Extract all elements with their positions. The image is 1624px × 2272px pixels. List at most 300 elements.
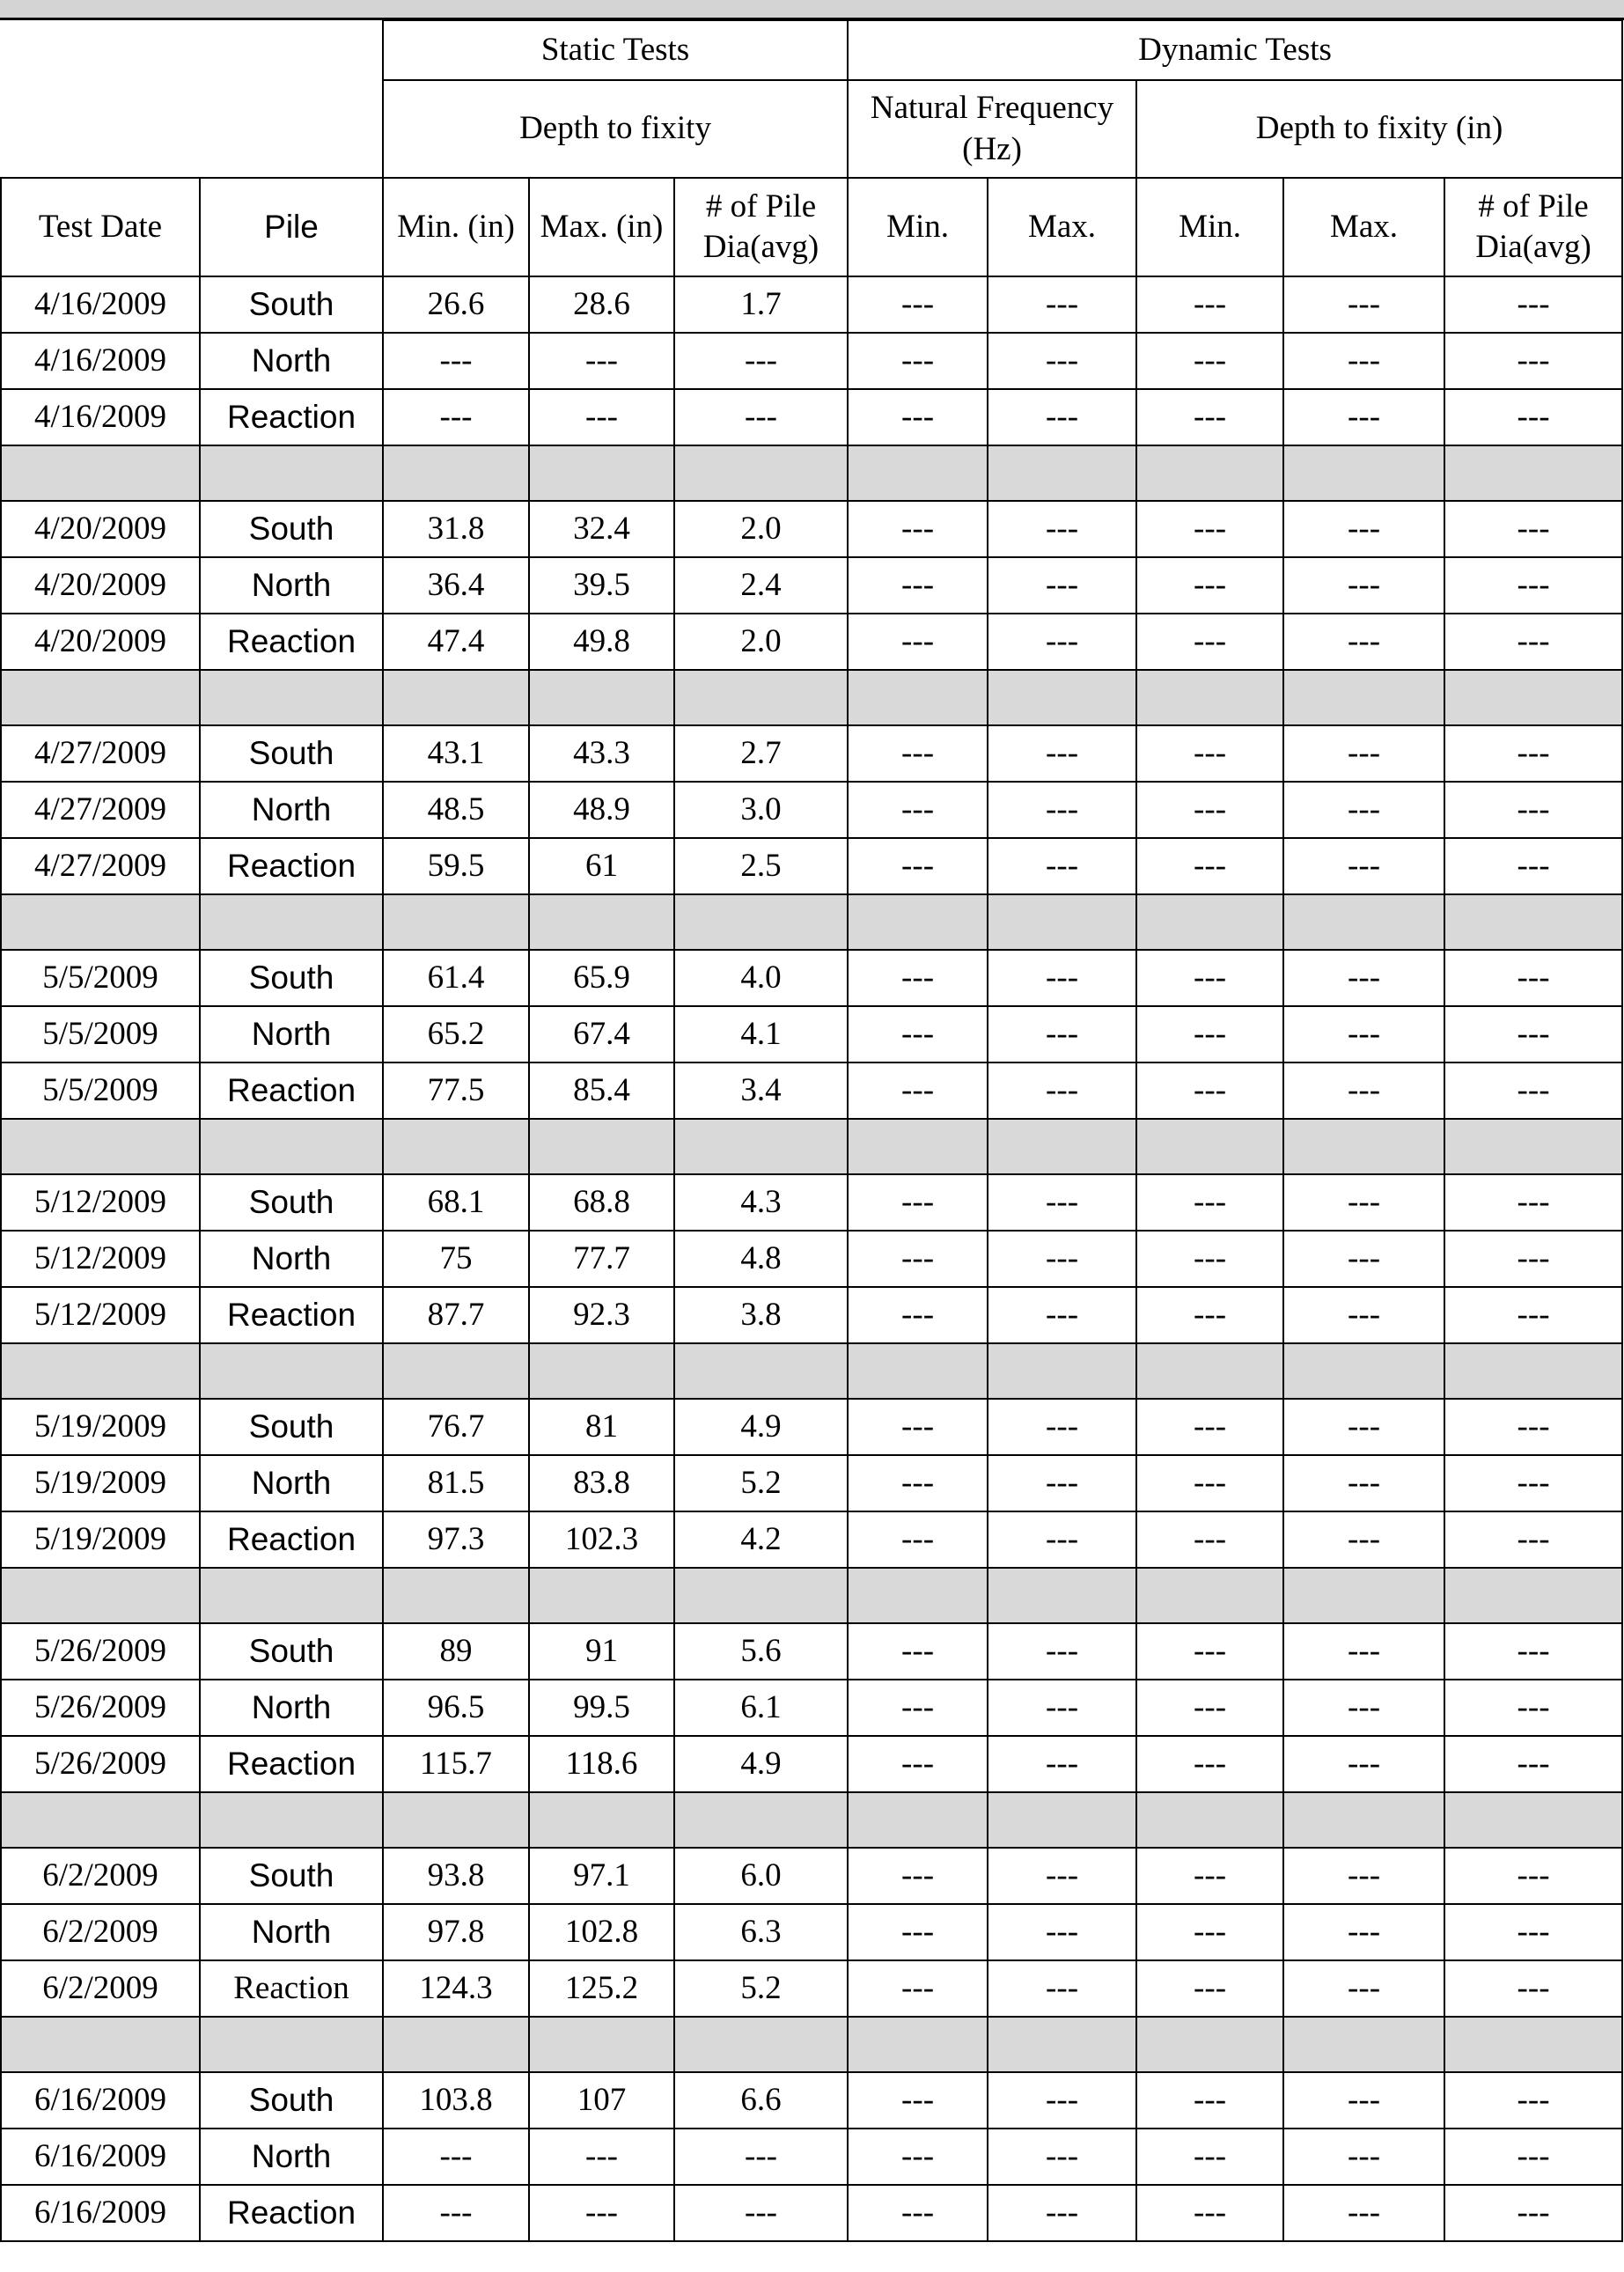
static-max-cell: 97.1 [529,1848,674,1904]
separator-cell [988,670,1136,725]
freq-min-cell: --- [848,501,988,557]
pile-cell: Reaction [200,838,383,894]
static-pile-dia-cell: 4.9 [674,1736,848,1792]
table-row [1,2072,1622,2129]
separator-cell [848,670,988,725]
group-separator-row [1,1119,1622,1174]
table-row [1,1231,1622,1287]
separator-cell [1136,1343,1283,1399]
dyn-pile-dia-cell: --- [1444,2129,1622,2185]
static-pile-dia-cell: 4.8 [674,1231,848,1287]
dyn-min-cell: --- [1136,501,1283,557]
static-max-cell: 91 [529,1623,674,1680]
static-pile-dia-cell: 4.3 [674,1174,848,1231]
separator-cell [1,1343,200,1399]
dyn-pile-dia-cell: --- [1444,614,1622,670]
pile-cell: Reaction [200,614,383,670]
freq-min-cell: --- [848,1511,988,1568]
table-row [1,1287,1622,1343]
table-row [1,782,1622,838]
dyn-max-cell: --- [1283,1455,1444,1511]
dyn-min-cell: --- [1136,950,1283,1006]
separator-cell [529,670,674,725]
separator-cell [200,2017,383,2072]
static-max-cell: 43.3 [529,725,674,782]
dyn-pile-dia-cell: --- [1444,1455,1622,1511]
separator-cell [674,1119,848,1174]
dyn-min-cell: --- [1136,2072,1283,2129]
static-pile-dia-cell: 6.1 [674,1680,848,1736]
static-pile-dia-cell: 3.0 [674,782,848,838]
freq-min-cell: --- [848,950,988,1006]
test-date-cell: 4/16/2009 [1,389,200,445]
freq-max-cell: --- [988,1904,1136,1960]
table-row [1,1399,1622,1455]
dyn-min-cell: --- [1136,1511,1283,1568]
freq-min-cell: --- [848,838,988,894]
freq-max-cell: --- [988,1960,1136,2017]
pile-cell: North [200,333,383,389]
table-row [1,389,1622,445]
table-row [1,1848,1622,1904]
dyn-max-cell: --- [1283,2185,1444,2241]
table-row [1,1455,1622,1511]
freq-min-cell: --- [848,1399,988,1455]
separator-cell [383,1119,529,1174]
static-pile-dia-cell: --- [674,2185,848,2241]
test-date-cell: 5/12/2009 [1,1287,200,1343]
natural-frequency-header: Natural Frequency (Hz) [848,80,1136,178]
static-pile-dia-cell: 4.2 [674,1511,848,1568]
separator-cell [1136,1792,1283,1848]
dyn-max-cell: --- [1283,1736,1444,1792]
pile-cell: Reaction [200,1736,383,1792]
pile-cell: North [200,557,383,614]
freq-max-cell: --- [988,501,1136,557]
test-date-cell: 5/5/2009 [1,1006,200,1062]
dyn-min-cell: --- [1136,2129,1283,2185]
test-date-cell: 5/19/2009 [1,1511,200,1568]
freq-max-cell: --- [988,725,1136,782]
separator-cell [383,1568,529,1623]
separator-cell [200,1343,383,1399]
separator-cell [1444,445,1622,501]
separator-cell [1,445,200,501]
static-max-cell: 61 [529,838,674,894]
static-max-header: Max. (in) [529,178,674,276]
test-date-cell: 6/2/2009 [1,1904,200,1960]
table-row [1,950,1622,1006]
static-pile-dia-cell: 2.0 [674,614,848,670]
freq-min-cell: --- [848,1680,988,1736]
dyn-max-cell: --- [1283,1680,1444,1736]
static-min-cell: 36.4 [383,557,529,614]
pile-cell: North [200,1231,383,1287]
separator-cell [1,1119,200,1174]
dyn-min-cell: --- [1136,1904,1283,1960]
dyn-min-cell: --- [1136,725,1283,782]
dyn-max-cell: --- [1283,838,1444,894]
test-date-cell: 4/16/2009 [1,276,200,333]
static-min-cell: 47.4 [383,614,529,670]
static-pile-dia-cell: 4.1 [674,1006,848,1062]
static-min-cell: 97.8 [383,1904,529,1960]
freq-max-cell: --- [988,2185,1136,2241]
static-min-cell: 75 [383,1231,529,1287]
static-min-cell: 96.5 [383,1680,529,1736]
table-row [1,1511,1622,1568]
static-pile-dia-header: # of Pile Dia(avg) [674,178,848,276]
separator-cell [1283,2017,1444,2072]
dyn-max-cell: --- [1283,1399,1444,1455]
freq-max-header: Max. [988,178,1136,276]
dyn-max-cell: --- [1283,389,1444,445]
separator-cell [200,670,383,725]
dyn-max-cell: --- [1283,1904,1444,1960]
freq-min-cell: --- [848,2129,988,2185]
separator-cell [674,2017,848,2072]
static-pile-dia-cell: 3.8 [674,1287,848,1343]
pile-cell: South [200,501,383,557]
dyn-min-cell: --- [1136,1231,1283,1287]
separator-cell [1283,894,1444,950]
freq-min-cell: --- [848,1960,988,2017]
freq-min-cell: --- [848,1287,988,1343]
test-date-cell: 5/5/2009 [1,950,200,1006]
dyn-max-cell: --- [1283,2072,1444,2129]
static-pile-dia-cell: 2.7 [674,725,848,782]
static-min-cell: --- [383,2185,529,2241]
dyn-min-cell: --- [1136,1680,1283,1736]
static-pile-dia-cell: 2.5 [674,838,848,894]
dyn-pile-dia-cell: --- [1444,501,1622,557]
pile-cell: Reaction [200,1511,383,1568]
static-min-cell: 103.8 [383,2072,529,2129]
dyn-pile-dia-cell: --- [1444,1006,1622,1062]
freq-max-cell: --- [988,1848,1136,1904]
separator-cell [383,2017,529,2072]
separator-cell [529,445,674,501]
static-max-cell: --- [529,2129,674,2185]
dyn-pile-dia-cell: --- [1444,1231,1622,1287]
test-date-cell: 6/16/2009 [1,2072,200,2129]
separator-cell [1444,1792,1622,1848]
test-date-cell: 5/19/2009 [1,1399,200,1455]
test-date-cell: 6/2/2009 [1,1848,200,1904]
table-row [1,1960,1622,2017]
dyn-pile-dia-cell: --- [1444,2185,1622,2241]
separator-cell [1283,1792,1444,1848]
table-row [1,1904,1622,1960]
separator-cell [1444,670,1622,725]
test-date-cell: 5/26/2009 [1,1736,200,1792]
dyn-pile-dia-cell: --- [1444,1511,1622,1568]
separator-cell [383,670,529,725]
static-min-cell: 59.5 [383,838,529,894]
freq-min-cell: --- [848,333,988,389]
static-max-cell: --- [529,333,674,389]
separator-cell [848,1568,988,1623]
table-row [1,1736,1622,1792]
static-min-cell: 115.7 [383,1736,529,1792]
static-pile-dia-cell: --- [674,333,848,389]
dyn-min-cell: --- [1136,1736,1283,1792]
table-header [1,20,1622,276]
group-separator-row [1,1343,1622,1399]
dyn-max-cell: --- [1283,1231,1444,1287]
separator-cell [200,894,383,950]
freq-min-cell: --- [848,1736,988,1792]
separator-cell [1283,670,1444,725]
freq-max-cell: --- [988,2129,1136,2185]
dyn-max-cell: --- [1283,1623,1444,1680]
test-date-cell: 4/20/2009 [1,614,200,670]
separator-cell [1444,2017,1622,2072]
freq-min-cell: --- [848,725,988,782]
dyn-pile-dia-cell: --- [1444,1399,1622,1455]
pile-cell: South [200,1848,383,1904]
dyn-min-cell: --- [1136,1623,1283,1680]
static-pile-dia-cell: 3.4 [674,1062,848,1119]
separator-cell [988,445,1136,501]
dyn-pile-dia-cell: --- [1444,1904,1622,1960]
dyn-min-cell: --- [1136,1006,1283,1062]
freq-max-cell: --- [988,389,1136,445]
test-date-header: Test Date [1,178,200,276]
static-max-cell: 49.8 [529,614,674,670]
static-pile-dia-cell: --- [674,389,848,445]
top-gray-band [0,0,1624,20]
dyn-max-cell: --- [1283,1960,1444,2017]
pile-cell: North [200,1680,383,1736]
pile-cell: Reaction [200,1960,383,2017]
dyn-min-cell: --- [1136,1287,1283,1343]
static-pile-dia-cell: 6.3 [674,1904,848,1960]
freq-max-cell: --- [988,614,1136,670]
pile-cell: Reaction [200,389,383,445]
test-date-cell: 4/16/2009 [1,333,200,389]
static-min-cell: 76.7 [383,1399,529,1455]
static-max-cell: 102.3 [529,1511,674,1568]
static-max-cell: --- [529,389,674,445]
separator-cell [674,445,848,501]
separator-cell [674,1792,848,1848]
separator-cell [1136,445,1283,501]
freq-min-cell: --- [848,2072,988,2129]
test-date-cell: 6/16/2009 [1,2129,200,2185]
freq-max-cell: --- [988,1287,1136,1343]
freq-max-cell: --- [988,1623,1136,1680]
dyn-pile-dia-cell: --- [1444,950,1622,1006]
dyn-min-cell: --- [1136,1848,1283,1904]
dyn-max-cell: --- [1283,333,1444,389]
test-date-cell: 6/16/2009 [1,2185,200,2241]
pile-cell: North [200,782,383,838]
static-pile-dia-cell: 6.6 [674,2072,848,2129]
static-max-cell: 28.6 [529,276,674,333]
separator-cell [848,1119,988,1174]
group-separator-row [1,1568,1622,1623]
static-min-cell: 26.6 [383,276,529,333]
group-separator-row [1,670,1622,725]
dyn-pile-dia-cell: --- [1444,782,1622,838]
dyn-max-cell: --- [1283,1174,1444,1231]
freq-max-cell: --- [988,950,1136,1006]
static-min-cell: --- [383,2129,529,2185]
separator-cell [1283,1568,1444,1623]
freq-max-cell: --- [988,2072,1136,2129]
separator-cell [1444,1119,1622,1174]
static-min-cell: --- [383,389,529,445]
dyn-max-cell: --- [1283,725,1444,782]
table-row [1,2129,1622,2185]
dyn-min-cell: --- [1136,614,1283,670]
freq-max-cell: --- [988,1006,1136,1062]
dyn-pile-dia-cell: --- [1444,725,1622,782]
dyn-min-cell: --- [1136,2185,1283,2241]
pile-cell: North [200,2129,383,2185]
separator-cell [383,1343,529,1399]
table-row [1,557,1622,614]
dyn-min-cell: --- [1136,389,1283,445]
group-separator-row [1,1792,1622,1848]
freq-min-header: Min. [848,178,988,276]
static-max-cell: 125.2 [529,1960,674,2017]
dyn-pile-dia-cell: --- [1444,1174,1622,1231]
separator-cell [200,445,383,501]
dyn-min-cell: --- [1136,276,1283,333]
separator-cell [1,894,200,950]
freq-min-cell: --- [848,2185,988,2241]
separator-cell [1,2017,200,2072]
table-row [1,1680,1622,1736]
table-row [1,614,1622,670]
separator-cell [988,1119,1136,1174]
static-max-cell: 81 [529,1399,674,1455]
separator-cell [988,1792,1136,1848]
static-max-cell: 68.8 [529,1174,674,1231]
static-max-cell: 107 [529,2072,674,2129]
dyn-pile-dia-cell: --- [1444,1680,1622,1736]
separator-cell [988,894,1136,950]
static-min-cell: 43.1 [383,725,529,782]
separator-cell [1136,1568,1283,1623]
static-min-cell: 93.8 [383,1848,529,1904]
dyn-pile-dia-cell: --- [1444,1623,1622,1680]
freq-min-cell: --- [848,614,988,670]
dyn-min-cell: --- [1136,1062,1283,1119]
freq-max-cell: --- [988,1680,1136,1736]
static-max-cell: 48.9 [529,782,674,838]
dyn-max-header: Max. [1283,178,1444,276]
test-date-cell: 4/27/2009 [1,782,200,838]
freq-min-cell: --- [848,1904,988,1960]
static-min-cell: 97.3 [383,1511,529,1568]
pile-cell: South [200,725,383,782]
static-max-cell: 85.4 [529,1062,674,1119]
static-min-cell: 89 [383,1623,529,1680]
separator-cell [848,2017,988,2072]
freq-max-cell: --- [988,1174,1136,1231]
freq-max-cell: --- [988,557,1136,614]
static-depth-to-fixity-header: Depth to fixity [383,80,848,178]
static-min-cell: 77.5 [383,1062,529,1119]
pile-header: Pile [200,178,383,276]
pile-cell: North [200,1904,383,1960]
static-max-cell: 99.5 [529,1680,674,1736]
table-row [1,1623,1622,1680]
dyn-min-cell: --- [1136,1960,1283,2017]
header-blank-corner [1,20,383,178]
dyn-pile-dia-cell: --- [1444,2072,1622,2129]
separator-cell [988,2017,1136,2072]
static-pile-dia-cell: 4.9 [674,1399,848,1455]
separator-cell [674,670,848,725]
table-row [1,1174,1622,1231]
test-date-cell: 5/26/2009 [1,1680,200,1736]
dyn-min-header: Min. [1136,178,1283,276]
dyn-min-cell: --- [1136,782,1283,838]
table-row [1,276,1622,333]
dyn-max-cell: --- [1283,1062,1444,1119]
static-pile-dia-cell: 1.7 [674,276,848,333]
static-max-cell: --- [529,2185,674,2241]
table-body [1,276,1622,2241]
pile-cell: South [200,1623,383,1680]
dyn-min-cell: --- [1136,1174,1283,1231]
static-max-cell: 118.6 [529,1736,674,1792]
static-pile-dia-cell: 5.2 [674,1960,848,2017]
separator-cell [848,1343,988,1399]
separator-cell [674,894,848,950]
freq-max-cell: --- [988,1062,1136,1119]
separator-cell [848,1792,988,1848]
separator-cell [383,445,529,501]
pile-cell: South [200,2072,383,2129]
table-row [1,838,1622,894]
separator-cell [529,894,674,950]
pile-cell: South [200,950,383,1006]
dynamic-depth-to-fixity-header: Depth to fixity (in) [1136,80,1622,178]
test-date-cell: 4/27/2009 [1,838,200,894]
freq-max-cell: --- [988,1511,1136,1568]
table-row [1,1006,1622,1062]
dyn-pile-dia-header: # of Pile Dia(avg) [1444,178,1622,276]
static-pile-dia-cell: 5.6 [674,1623,848,1680]
freq-min-cell: --- [848,276,988,333]
table-row [1,725,1622,782]
static-max-cell: 67.4 [529,1006,674,1062]
static-min-cell: 61.4 [383,950,529,1006]
dyn-pile-dia-cell: --- [1444,1960,1622,2017]
table-row [1,501,1622,557]
static-max-cell: 92.3 [529,1287,674,1343]
dyn-min-cell: --- [1136,557,1283,614]
dyn-max-cell: --- [1283,950,1444,1006]
dyn-max-cell: --- [1283,2129,1444,2185]
freq-min-cell: --- [848,1848,988,1904]
dyn-min-cell: --- [1136,333,1283,389]
separator-cell [988,1343,1136,1399]
separator-cell [529,1119,674,1174]
static-min-header: Min. (in) [383,178,529,276]
separator-cell [1136,1119,1283,1174]
freq-max-cell: --- [988,1455,1136,1511]
separator-cell [1283,1343,1444,1399]
dyn-pile-dia-cell: --- [1444,1062,1622,1119]
freq-max-cell: --- [988,838,1136,894]
static-pile-dia-cell: 2.0 [674,501,848,557]
